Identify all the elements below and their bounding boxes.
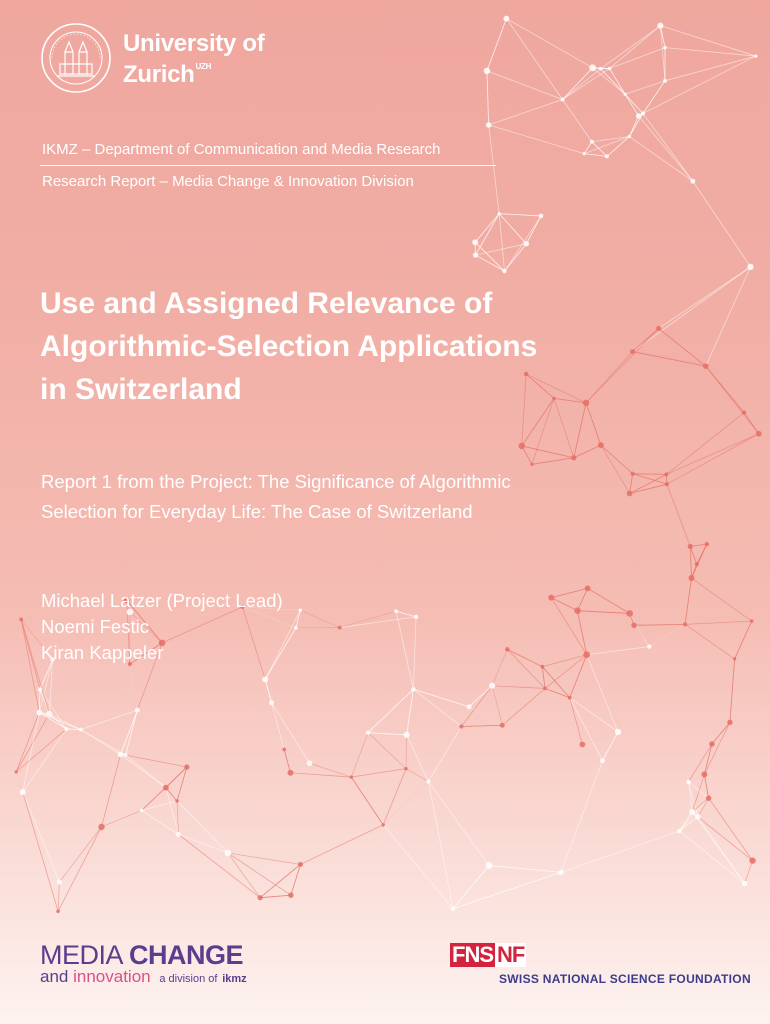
network-node bbox=[590, 140, 594, 144]
network-edge bbox=[691, 578, 751, 621]
title-line: in Switzerland bbox=[40, 373, 242, 406]
logo-and-text: and bbox=[40, 967, 69, 986]
network-edge bbox=[506, 19, 592, 68]
network-edge bbox=[407, 735, 429, 782]
network-edge bbox=[469, 707, 502, 725]
network-node bbox=[754, 54, 757, 57]
network-edge bbox=[577, 611, 629, 614]
author-name: Michael Latzer (Project Lead) bbox=[41, 590, 283, 611]
network-edge bbox=[492, 686, 545, 689]
network-edge bbox=[475, 214, 499, 243]
network-node bbox=[484, 68, 491, 75]
network-node bbox=[539, 214, 544, 219]
network-node bbox=[663, 46, 667, 50]
network-node bbox=[664, 472, 668, 476]
network-node bbox=[56, 909, 60, 913]
network-node bbox=[404, 767, 407, 770]
network-edge bbox=[475, 255, 504, 271]
snf-fns-mark: FNS bbox=[452, 942, 493, 967]
network-edge bbox=[121, 710, 138, 754]
network-edge bbox=[178, 834, 228, 853]
network-edge bbox=[698, 798, 709, 817]
logo-ikmz-text: ikmz bbox=[222, 973, 247, 985]
network-edge bbox=[383, 781, 428, 824]
network-node bbox=[623, 93, 626, 96]
network-edge bbox=[351, 733, 368, 777]
network-node bbox=[414, 615, 418, 619]
network-edge bbox=[584, 137, 629, 154]
network-node bbox=[467, 704, 472, 709]
network-node bbox=[502, 269, 506, 273]
network-edge bbox=[685, 621, 752, 624]
network-edge bbox=[698, 817, 753, 861]
network-edge bbox=[563, 69, 601, 100]
network-edge bbox=[706, 366, 744, 412]
network-edge bbox=[351, 777, 383, 825]
network-edge bbox=[570, 698, 603, 761]
network-edge bbox=[577, 611, 586, 655]
network-node bbox=[727, 720, 732, 725]
network-node bbox=[540, 665, 544, 669]
network-edge bbox=[745, 861, 753, 884]
network-edge bbox=[296, 610, 300, 628]
network-node bbox=[411, 687, 415, 691]
network-edge bbox=[428, 727, 461, 782]
network-edge bbox=[23, 792, 60, 882]
network-node bbox=[404, 732, 410, 738]
network-node bbox=[686, 780, 690, 784]
author-name: Kiran Kappeler bbox=[41, 642, 164, 663]
logo-change-text: CHANGE bbox=[129, 940, 244, 970]
network-node bbox=[426, 779, 430, 783]
network-node bbox=[19, 617, 23, 621]
network-edge bbox=[625, 94, 639, 116]
network-edge bbox=[284, 749, 309, 763]
network-node bbox=[65, 727, 69, 731]
network-edge bbox=[649, 624, 685, 646]
network-node bbox=[701, 771, 707, 777]
network-edge bbox=[730, 659, 735, 722]
network-node bbox=[175, 799, 178, 802]
network-node bbox=[558, 870, 563, 875]
network-node bbox=[709, 741, 715, 747]
network-edge bbox=[121, 755, 166, 788]
network-edge bbox=[704, 744, 712, 774]
network-node bbox=[98, 824, 104, 830]
network-edge bbox=[563, 68, 593, 100]
network-edge bbox=[561, 831, 680, 872]
network-edge bbox=[428, 781, 453, 908]
network-node bbox=[589, 64, 596, 71]
network-edge bbox=[735, 621, 752, 659]
network-node bbox=[451, 906, 456, 911]
network-edge bbox=[592, 142, 607, 157]
network-edge bbox=[643, 113, 693, 181]
network-node bbox=[688, 544, 693, 549]
network-edge bbox=[81, 730, 121, 755]
network-edge bbox=[643, 81, 665, 114]
network-node bbox=[269, 700, 274, 705]
network-node bbox=[626, 610, 633, 617]
network-node bbox=[677, 829, 682, 834]
network-node bbox=[579, 742, 585, 748]
network-edge bbox=[487, 71, 563, 100]
network-node bbox=[118, 752, 124, 758]
network-node bbox=[733, 657, 736, 660]
network-node bbox=[665, 482, 669, 486]
media-change-logo bbox=[40, 942, 247, 988]
network-node bbox=[473, 252, 478, 257]
network-node bbox=[225, 850, 232, 857]
network-node bbox=[749, 857, 755, 863]
network-edge bbox=[383, 825, 453, 909]
subtitle-line: Selection for Everyday Life: The Case of Switzerland bbox=[41, 501, 473, 522]
network-node bbox=[568, 696, 572, 700]
network-node bbox=[519, 443, 525, 449]
network-edge bbox=[704, 722, 730, 774]
network-edge bbox=[487, 71, 489, 125]
university-name: University of bbox=[123, 30, 265, 57]
network-edge bbox=[506, 19, 562, 100]
network-edge bbox=[58, 827, 101, 911]
network-edge bbox=[260, 864, 300, 897]
network-edge bbox=[428, 781, 489, 865]
network-node bbox=[742, 410, 746, 414]
network-edge bbox=[130, 664, 138, 710]
network-node bbox=[690, 179, 695, 184]
network-edge bbox=[228, 853, 291, 895]
report-subtitle bbox=[41, 467, 661, 527]
author-list bbox=[41, 588, 283, 666]
network-edge bbox=[300, 610, 339, 627]
network-node bbox=[489, 683, 495, 689]
network-edge bbox=[588, 588, 630, 613]
network-edge bbox=[340, 617, 416, 628]
network-node bbox=[756, 431, 762, 437]
network-node bbox=[38, 687, 42, 691]
snf-logo bbox=[450, 943, 526, 967]
network-node bbox=[657, 23, 663, 29]
network-edge bbox=[413, 689, 469, 706]
network-edge bbox=[542, 667, 545, 689]
network-node bbox=[598, 442, 604, 448]
network-edge bbox=[383, 769, 406, 825]
network-edge bbox=[563, 100, 592, 142]
network-edge bbox=[102, 755, 121, 827]
department-line: IKMZ – Department of Communication and Media Research bbox=[42, 141, 441, 158]
network-edge bbox=[630, 613, 650, 646]
network-edge bbox=[709, 798, 753, 860]
network-node bbox=[124, 753, 128, 757]
logo-media-text: MEDIA bbox=[40, 940, 124, 970]
network-edge bbox=[526, 216, 541, 244]
network-edge bbox=[666, 434, 758, 475]
network-node bbox=[600, 758, 605, 763]
network-node bbox=[294, 626, 298, 630]
network-edge bbox=[272, 703, 310, 763]
network-node bbox=[298, 862, 303, 867]
network-edge bbox=[126, 710, 138, 755]
network-edge bbox=[413, 617, 416, 689]
network-edge bbox=[489, 100, 563, 125]
network-edge bbox=[39, 713, 66, 730]
network-edge bbox=[469, 686, 492, 707]
network-edge bbox=[453, 872, 561, 908]
network-edge bbox=[507, 649, 545, 688]
network-edge bbox=[396, 611, 413, 689]
network-node bbox=[641, 111, 645, 115]
network-edge bbox=[610, 26, 661, 69]
snf-nf-mark: NF bbox=[497, 942, 525, 967]
network-node bbox=[498, 212, 501, 215]
network-edge bbox=[461, 707, 469, 727]
network-edge bbox=[23, 792, 58, 911]
network-edge bbox=[177, 801, 228, 853]
network-edge bbox=[310, 763, 352, 777]
network-edge bbox=[284, 749, 290, 772]
network-edge bbox=[407, 689, 414, 735]
network-node bbox=[571, 455, 576, 460]
network-node bbox=[500, 723, 505, 728]
network-node bbox=[742, 881, 747, 886]
network-edge bbox=[542, 655, 586, 667]
network-edge bbox=[492, 649, 507, 685]
network-edge bbox=[499, 214, 526, 244]
network-node bbox=[561, 98, 565, 102]
network-node bbox=[486, 122, 492, 128]
network-edge bbox=[58, 882, 59, 911]
snf-full-name: SWISS NATIONAL SCIENCE FOUNDATION bbox=[499, 972, 751, 986]
network-edge bbox=[16, 772, 23, 792]
network-edge bbox=[16, 713, 39, 772]
network-node bbox=[338, 626, 342, 630]
university-logo-text bbox=[123, 30, 264, 88]
network-node bbox=[176, 832, 181, 837]
network-edge bbox=[475, 242, 504, 271]
network-node bbox=[689, 809, 695, 815]
network-edge bbox=[643, 56, 756, 113]
network-node bbox=[20, 789, 26, 795]
network-edge bbox=[228, 853, 260, 898]
network-node bbox=[459, 724, 463, 728]
network-node bbox=[747, 264, 753, 270]
network-edge bbox=[570, 698, 583, 745]
network-node bbox=[287, 770, 293, 776]
network-edge bbox=[693, 181, 751, 267]
network-edge bbox=[300, 825, 383, 864]
network-edge bbox=[667, 484, 690, 546]
network-edge bbox=[507, 649, 542, 666]
network-node bbox=[282, 748, 286, 752]
network-edge bbox=[685, 578, 691, 624]
network-node bbox=[135, 708, 140, 713]
network-node bbox=[163, 785, 169, 791]
network-edge bbox=[522, 446, 574, 458]
network-node bbox=[307, 760, 313, 766]
network-node bbox=[530, 463, 533, 466]
network-edge bbox=[601, 26, 661, 69]
network-edge bbox=[59, 827, 101, 882]
subtitle-line: Report 1 from the Project: The Significance of Algorithmic bbox=[41, 471, 511, 492]
network-node bbox=[663, 79, 667, 83]
network-edge bbox=[574, 403, 586, 458]
network-node bbox=[503, 16, 509, 22]
network-node bbox=[628, 135, 631, 138]
network-edge bbox=[368, 689, 413, 732]
network-node bbox=[688, 575, 694, 581]
network-node bbox=[608, 67, 612, 71]
network-edge bbox=[487, 19, 506, 71]
network-node bbox=[605, 154, 609, 158]
network-node bbox=[472, 239, 478, 245]
network-edge bbox=[667, 434, 759, 484]
network-node bbox=[46, 711, 52, 717]
network-node bbox=[706, 795, 711, 800]
network-edge bbox=[685, 624, 735, 659]
network-edge bbox=[625, 81, 665, 94]
network-edge bbox=[290, 763, 309, 773]
network-edge bbox=[660, 26, 665, 81]
network-edge bbox=[81, 710, 138, 729]
report-title bbox=[40, 282, 680, 411]
network-edge bbox=[505, 216, 541, 271]
network-edge bbox=[368, 733, 406, 769]
network-node bbox=[631, 622, 637, 628]
network-edge bbox=[532, 458, 574, 465]
network-edge bbox=[679, 812, 692, 831]
network-node bbox=[615, 729, 621, 735]
network-edge bbox=[577, 588, 587, 610]
network-edge bbox=[587, 647, 650, 655]
network-node bbox=[184, 764, 189, 769]
network-node bbox=[583, 651, 590, 658]
network-edge bbox=[396, 611, 416, 617]
network-node bbox=[599, 67, 603, 71]
logo-division-text: a division of bbox=[159, 973, 218, 985]
network-node bbox=[636, 113, 641, 118]
network-node bbox=[750, 619, 754, 623]
network-edge bbox=[551, 588, 587, 597]
network-edge bbox=[688, 782, 708, 798]
network-edge bbox=[413, 689, 461, 726]
network-node bbox=[583, 152, 586, 155]
university-city: Zurich bbox=[123, 61, 195, 88]
network-edge bbox=[574, 445, 601, 458]
network-edge bbox=[406, 735, 407, 769]
network-edge bbox=[291, 864, 301, 895]
network-node bbox=[79, 728, 83, 732]
network-node bbox=[695, 562, 699, 566]
divider bbox=[40, 165, 496, 166]
network-node bbox=[705, 542, 709, 546]
network-node bbox=[543, 687, 547, 691]
logo-innovation-text: innovation bbox=[73, 967, 151, 986]
network-edge bbox=[489, 125, 500, 214]
network-node bbox=[505, 647, 509, 651]
network-edge bbox=[625, 94, 643, 113]
network-edge bbox=[499, 214, 504, 271]
network-node bbox=[288, 892, 293, 897]
network-edge bbox=[502, 688, 545, 725]
network-node bbox=[574, 607, 581, 614]
network-edge bbox=[260, 895, 291, 898]
uzh-seal-icon bbox=[40, 22, 112, 94]
network-edge bbox=[489, 125, 585, 154]
network-edge bbox=[704, 774, 708, 798]
network-edge bbox=[351, 769, 406, 777]
network-node bbox=[262, 676, 268, 682]
network-edge bbox=[665, 56, 756, 81]
title-line: Use and Assigned Relevance of bbox=[40, 287, 493, 320]
network-edge bbox=[489, 865, 561, 872]
network-edge bbox=[499, 214, 541, 216]
network-node bbox=[382, 823, 385, 826]
network-edge bbox=[690, 546, 691, 578]
network-node bbox=[15, 770, 18, 773]
network-edge bbox=[679, 817, 697, 831]
network-node bbox=[486, 862, 493, 869]
title-line: Algorithmic-Selection Applications bbox=[40, 330, 538, 363]
network-edge bbox=[475, 214, 499, 255]
network-edge bbox=[744, 413, 759, 434]
university-abbr: UZH bbox=[195, 62, 212, 71]
report-series-line: Research Report – Media Change & Innovation Division bbox=[42, 173, 414, 190]
network-edge bbox=[666, 413, 744, 475]
network-node bbox=[140, 809, 144, 813]
network-edge bbox=[610, 48, 665, 69]
network-edge bbox=[368, 733, 407, 735]
network-edge bbox=[697, 544, 707, 564]
network-edge bbox=[610, 68, 626, 94]
network-node bbox=[647, 644, 651, 648]
network-edge bbox=[561, 761, 603, 873]
network-edge bbox=[584, 154, 607, 157]
network-node bbox=[585, 585, 591, 591]
network-node bbox=[548, 595, 554, 601]
network-edge bbox=[21, 619, 39, 712]
network-edge bbox=[102, 810, 142, 826]
network-edge bbox=[340, 611, 396, 627]
network-edge bbox=[265, 679, 284, 749]
network-edge bbox=[634, 624, 685, 625]
network-node bbox=[683, 622, 687, 626]
network-edge bbox=[563, 68, 610, 99]
network-edge bbox=[228, 853, 301, 864]
network-node bbox=[695, 814, 701, 820]
network-node bbox=[366, 730, 370, 734]
network-node bbox=[257, 895, 262, 900]
network-edge bbox=[592, 137, 630, 142]
network-node bbox=[350, 775, 353, 778]
network-node bbox=[57, 879, 62, 884]
network-edge bbox=[290, 773, 351, 777]
network-node bbox=[299, 608, 303, 612]
network-edge bbox=[601, 69, 625, 94]
network-edge bbox=[492, 686, 502, 726]
network-node bbox=[703, 363, 709, 369]
network-edge bbox=[688, 782, 692, 812]
network-node bbox=[394, 609, 398, 613]
author-name: Noemi Festic bbox=[41, 616, 149, 637]
network-node bbox=[524, 241, 529, 246]
network-node bbox=[36, 710, 42, 716]
network-edge bbox=[461, 725, 502, 726]
network-edge bbox=[582, 744, 602, 760]
